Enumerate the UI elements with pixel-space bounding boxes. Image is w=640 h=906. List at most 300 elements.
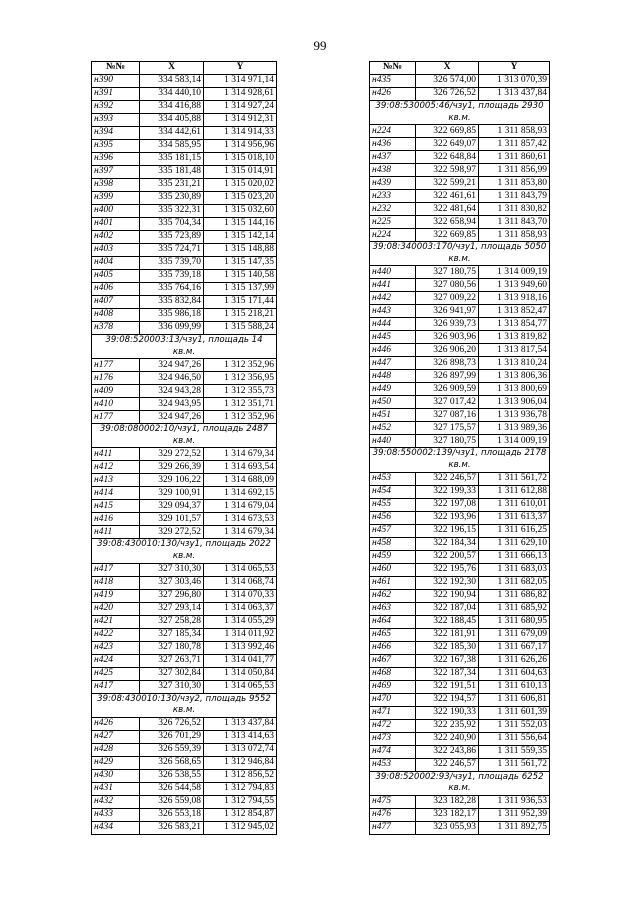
coord-y: 1 313 437,84 <box>204 717 277 730</box>
coord-y: 1 315 171,44 <box>204 296 277 309</box>
coord-y: 1 312 355,73 <box>204 385 277 398</box>
section-title-row <box>92 424 277 448</box>
table-row <box>370 318 550 331</box>
section-title-row <box>92 335 277 359</box>
coord-y: 1 312 946,84 <box>204 756 277 769</box>
point-id: н449 <box>370 383 416 396</box>
coord-y: 1 311 683,03 <box>479 563 550 576</box>
point-id: н453 <box>370 472 416 485</box>
coord-y: 1 311 561,72 <box>479 472 550 485</box>
point-id: н423 <box>92 641 140 654</box>
coord-x: 326 906,20 <box>416 344 479 357</box>
table-row <box>370 138 550 151</box>
coord-x: 322 196,15 <box>416 524 479 537</box>
coord-y: 1 314 065,53 <box>204 680 277 693</box>
point-id: н428 <box>92 743 140 756</box>
table-header-row <box>370 62 550 75</box>
coord-y: 1 315 023,20 <box>204 192 277 205</box>
coord-x: 322 243,86 <box>416 745 479 758</box>
point-id: н466 <box>370 641 416 654</box>
section-title: 39:08:430010:130/чзу2, площадь 9552 кв.м. <box>92 693 277 717</box>
point-id: н462 <box>370 589 416 602</box>
point-id: н416 <box>92 513 140 526</box>
point-id: н233 <box>370 190 416 203</box>
table-row <box>92 821 277 834</box>
coord-x: 326 726,52 <box>140 717 204 730</box>
point-id: н435 <box>370 75 416 88</box>
point-id: н460 <box>370 563 416 576</box>
point-id: н440 <box>370 266 416 279</box>
point-id: н403 <box>92 244 140 257</box>
table-row <box>370 667 550 680</box>
table-row <box>92 114 277 127</box>
coord-y: 1 313 906,04 <box>479 396 550 409</box>
header-number: №№ <box>92 62 140 75</box>
coord-y: 1 315 018,10 <box>204 153 277 166</box>
coord-x: 326 583,21 <box>140 821 204 834</box>
coord-x: 327 017,42 <box>416 396 479 409</box>
table-row <box>370 266 550 279</box>
point-id: н408 <box>92 309 140 322</box>
point-id: н455 <box>370 498 416 511</box>
header-number: №№ <box>370 62 416 75</box>
point-id: н417 <box>92 563 140 576</box>
table-row <box>92 628 277 641</box>
coord-y: 1 311 860,61 <box>479 151 550 164</box>
point-id: н463 <box>370 602 416 615</box>
coord-x: 335 231,21 <box>140 179 204 192</box>
coord-y: 1 314 928,61 <box>204 88 277 101</box>
point-id: н470 <box>370 693 416 706</box>
coord-x: 326 574,00 <box>416 75 479 88</box>
coord-x: 326 559,39 <box>140 743 204 756</box>
table-row <box>370 88 550 101</box>
coord-x: 334 585,95 <box>140 140 204 153</box>
point-id: н411 <box>92 526 140 539</box>
coord-y: 1 312 352,96 <box>204 411 277 424</box>
coord-y: 1 314 927,24 <box>204 101 277 114</box>
coord-x: 322 194,57 <box>416 693 479 706</box>
section-title: 39:08:340003:170/чзу1, площадь 5050 кв.м. <box>370 242 550 266</box>
coord-y: 1 313 817,54 <box>479 344 550 357</box>
coord-y: 1 314 679,34 <box>204 448 277 461</box>
point-id: н438 <box>370 164 416 177</box>
coord-y: 1 315 144,16 <box>204 218 277 231</box>
point-id: н471 <box>370 706 416 719</box>
coord-x: 322 185,30 <box>416 641 479 654</box>
coord-y: 1 315 142,14 <box>204 231 277 244</box>
point-id: н427 <box>92 730 140 743</box>
coord-y: 1 315 020,02 <box>204 179 277 192</box>
point-id: н440 <box>370 435 416 448</box>
point-id: н392 <box>92 101 140 114</box>
point-id: н398 <box>92 179 140 192</box>
point-id: н456 <box>370 511 416 524</box>
coord-y: 1 313 949,60 <box>479 279 550 292</box>
point-id: н417 <box>92 680 140 693</box>
coord-x: 326 726,52 <box>416 88 479 101</box>
coord-x: 322 167,38 <box>416 654 479 667</box>
coord-x: 326 898,73 <box>416 357 479 370</box>
table-row <box>370 370 550 383</box>
coord-x: 335 704,34 <box>140 218 204 231</box>
coord-x: 322 197,08 <box>416 498 479 511</box>
point-id: н433 <box>92 808 140 821</box>
coord-x: 322 598,97 <box>416 164 479 177</box>
coord-y: 1 314 050,84 <box>204 667 277 680</box>
table-row <box>370 693 550 706</box>
table-row <box>92 127 277 140</box>
point-id: н415 <box>92 500 140 513</box>
point-id: н475 <box>370 795 416 808</box>
coord-y: 1 314 692,15 <box>204 487 277 500</box>
coord-x: 326 568,65 <box>140 756 204 769</box>
coord-y: 1 314 688,09 <box>204 474 277 487</box>
table-row <box>370 229 550 242</box>
coord-x: 322 184,34 <box>416 537 479 550</box>
point-id: н426 <box>370 88 416 101</box>
table-row <box>92 782 277 795</box>
coord-x: 327 087,16 <box>416 409 479 422</box>
table-row <box>92 140 277 153</box>
table-row <box>370 292 550 305</box>
table-row <box>92 88 277 101</box>
table-row <box>370 151 550 164</box>
table-row <box>370 589 550 602</box>
coord-y: 1 313 918,16 <box>479 292 550 305</box>
point-id: н432 <box>92 795 140 808</box>
point-id: н442 <box>370 292 416 305</box>
coord-y: 1 313 992,46 <box>204 641 277 654</box>
table-row <box>370 719 550 732</box>
point-id: н443 <box>370 305 416 318</box>
coord-x: 335 739,18 <box>140 270 204 283</box>
coord-x: 322 240,90 <box>416 732 479 745</box>
coord-x: 326 939,73 <box>416 318 479 331</box>
coord-x: 322 649,07 <box>416 138 479 151</box>
point-id: н437 <box>370 151 416 164</box>
table-row <box>92 192 277 205</box>
coordinates-table-left <box>91 61 277 835</box>
point-id: н410 <box>92 398 140 411</box>
coord-x: 335 764,16 <box>140 283 204 296</box>
table-row <box>370 628 550 641</box>
coord-y: 1 314 065,53 <box>204 563 277 576</box>
table-row <box>370 550 550 563</box>
point-id: н474 <box>370 745 416 758</box>
coord-x: 322 181,91 <box>416 628 479 641</box>
coord-x: 322 190,33 <box>416 706 479 719</box>
point-id: н412 <box>92 461 140 474</box>
table-row <box>370 305 550 318</box>
coord-x: 322 192,30 <box>416 576 479 589</box>
coord-x: 327 258,28 <box>140 615 204 628</box>
coord-x: 327 080,56 <box>416 279 479 292</box>
point-id: н450 <box>370 396 416 409</box>
table-row <box>92 309 277 322</box>
coord-x: 322 481,64 <box>416 203 479 216</box>
table-row <box>92 795 277 808</box>
table-row <box>370 537 550 550</box>
table-row <box>370 563 550 576</box>
point-id: н402 <box>92 231 140 244</box>
coord-x: 329 272,52 <box>140 448 204 461</box>
coord-y: 1 311 857,42 <box>479 138 550 151</box>
table-row <box>92 322 277 335</box>
coord-y: 1 315 147,35 <box>204 257 277 270</box>
coord-x: 322 246,57 <box>416 758 479 771</box>
section-title-row <box>92 539 277 563</box>
coord-y: 1 311 610,13 <box>479 680 550 693</box>
coord-y: 1 311 556,64 <box>479 732 550 745</box>
point-id: н431 <box>92 782 140 795</box>
point-id: н465 <box>370 628 416 641</box>
coord-y: 1 314 055,29 <box>204 615 277 628</box>
coord-y: 1 313 810,24 <box>479 357 550 370</box>
coord-y: 1 311 952,39 <box>479 808 550 821</box>
coord-x: 323 055,93 <box>416 821 479 834</box>
coord-x: 326 553,18 <box>140 808 204 821</box>
coord-x: 327 302,84 <box>140 667 204 680</box>
point-id: н469 <box>370 680 416 693</box>
point-id: н413 <box>92 474 140 487</box>
table-row <box>92 372 277 385</box>
table-row <box>92 385 277 398</box>
coord-x: 329 266,39 <box>140 461 204 474</box>
coord-y: 1 313 806,36 <box>479 370 550 383</box>
table-row <box>370 732 550 745</box>
table-row <box>92 218 277 231</box>
coord-y: 1 314 693,54 <box>204 461 277 474</box>
coord-y: 1 312 352,96 <box>204 359 277 372</box>
table-row <box>370 524 550 537</box>
point-id: н459 <box>370 550 416 563</box>
table-row <box>370 615 550 628</box>
coord-x: 335 230,89 <box>140 192 204 205</box>
point-id: н176 <box>92 372 140 385</box>
coord-x: 335 739,70 <box>140 257 204 270</box>
coord-y: 1 311 679,09 <box>479 628 550 641</box>
coord-y: 1 311 601,39 <box>479 706 550 719</box>
coord-y: 1 311 858,93 <box>479 229 550 242</box>
coord-x: 335 724,71 <box>140 244 204 257</box>
coord-x: 327 185,34 <box>140 628 204 641</box>
coord-y: 1 314 956,96 <box>204 140 277 153</box>
table-row <box>92 808 277 821</box>
point-id: н447 <box>370 357 416 370</box>
coord-x: 329 100,91 <box>140 487 204 500</box>
coord-x: 334 583,14 <box>140 75 204 88</box>
point-id: н418 <box>92 576 140 589</box>
table-row <box>370 472 550 485</box>
header-y: Y <box>479 62 550 75</box>
point-id: н424 <box>92 654 140 667</box>
section-title-row <box>370 771 550 795</box>
coord-y: 1 311 856,99 <box>479 164 550 177</box>
coord-x: 329 094,37 <box>140 500 204 513</box>
point-id: н400 <box>92 205 140 218</box>
coord-y: 1 315 137,99 <box>204 283 277 296</box>
table-row <box>92 563 277 576</box>
coord-x: 324 943,95 <box>140 398 204 411</box>
coord-x: 324 947,26 <box>140 359 204 372</box>
table-row <box>92 474 277 487</box>
coord-x: 326 538,55 <box>140 769 204 782</box>
point-id: н232 <box>370 203 416 216</box>
coord-x: 324 943,28 <box>140 385 204 398</box>
coord-x: 324 946,50 <box>140 372 204 385</box>
point-id: н407 <box>92 296 140 309</box>
coord-x: 327 180,75 <box>416 435 479 448</box>
point-id: н224 <box>370 125 416 138</box>
table-row <box>370 396 550 409</box>
table-row <box>92 296 277 309</box>
table-row <box>370 216 550 229</box>
coord-x: 329 272,52 <box>140 526 204 539</box>
table-row <box>370 75 550 88</box>
coord-x: 327 175,57 <box>416 422 479 435</box>
coord-y: 1 313 819,82 <box>479 331 550 344</box>
point-id: н441 <box>370 279 416 292</box>
coord-y: 1 313 989,36 <box>479 422 550 435</box>
table-row <box>370 357 550 370</box>
table-row <box>370 680 550 693</box>
section-title: 39:08:530005:46/чзу1, площадь 2930 кв.м. <box>370 101 550 125</box>
point-id: н393 <box>92 114 140 127</box>
point-id: н378 <box>92 322 140 335</box>
coord-x: 327 310,30 <box>140 680 204 693</box>
point-id: н445 <box>370 331 416 344</box>
point-id: н454 <box>370 485 416 498</box>
coord-x: 335 986,18 <box>140 309 204 322</box>
coord-y: 1 311 561,72 <box>479 758 550 771</box>
coord-y: 1 311 858,93 <box>479 125 550 138</box>
coord-x: 334 405,88 <box>140 114 204 127</box>
coord-x: 322 195,76 <box>416 563 479 576</box>
coord-x: 326 897,99 <box>416 370 479 383</box>
coord-x: 329 106,22 <box>140 474 204 487</box>
point-id: н477 <box>370 821 416 834</box>
coord-x: 322 188,45 <box>416 615 479 628</box>
point-id: н439 <box>370 177 416 190</box>
coord-y: 1 312 854,87 <box>204 808 277 821</box>
table-row <box>370 125 550 138</box>
coord-x: 327 263,71 <box>140 654 204 667</box>
coord-y: 1 314 041,77 <box>204 654 277 667</box>
coord-x: 322 599,21 <box>416 177 479 190</box>
table-row <box>370 279 550 292</box>
coord-y: 1 311 680,95 <box>479 615 550 628</box>
coord-x: 322 461,61 <box>416 190 479 203</box>
table-row <box>370 422 550 435</box>
coord-x: 334 440,10 <box>140 88 204 101</box>
coord-y: 1 311 830,82 <box>479 203 550 216</box>
coord-x: 327 180,78 <box>140 641 204 654</box>
coord-y: 1 314 011,92 <box>204 628 277 641</box>
point-id: н404 <box>92 257 140 270</box>
coord-x: 334 442,61 <box>140 127 204 140</box>
header-y: Y <box>204 62 277 75</box>
point-id: н451 <box>370 409 416 422</box>
point-id: н426 <box>92 717 140 730</box>
coord-y: 1 315 032,60 <box>204 205 277 218</box>
coord-x: 322 199,33 <box>416 485 479 498</box>
point-id: н397 <box>92 166 140 179</box>
coord-x: 322 187,04 <box>416 602 479 615</box>
coord-x: 322 669,85 <box>416 229 479 242</box>
coord-x: 326 544,58 <box>140 782 204 795</box>
table-row <box>370 641 550 654</box>
point-id: н476 <box>370 808 416 821</box>
point-id: н420 <box>92 602 140 615</box>
coord-y: 1 313 072,74 <box>204 743 277 756</box>
table-row <box>370 745 550 758</box>
coord-x: 326 559,08 <box>140 795 204 808</box>
point-id: н429 <box>92 756 140 769</box>
table-row <box>370 203 550 216</box>
coord-y: 1 314 912,31 <box>204 114 277 127</box>
coordinates-table-right <box>369 61 550 835</box>
coord-x: 322 648,84 <box>416 151 479 164</box>
table-row <box>92 75 277 88</box>
point-id: н224 <box>370 229 416 242</box>
point-id: н461 <box>370 576 416 589</box>
coord-y: 1 311 610,01 <box>479 498 550 511</box>
point-id: н468 <box>370 667 416 680</box>
table-row <box>92 576 277 589</box>
coord-x: 323 182,28 <box>416 795 479 808</box>
table-row <box>92 680 277 693</box>
table-row <box>92 769 277 782</box>
point-id: н414 <box>92 487 140 500</box>
table-row <box>92 231 277 244</box>
table-row <box>92 205 277 218</box>
table-row <box>370 576 550 589</box>
coord-x: 322 200,57 <box>416 550 479 563</box>
point-id: н396 <box>92 153 140 166</box>
point-id: н409 <box>92 385 140 398</box>
point-id: н453 <box>370 758 416 771</box>
table-row <box>370 383 550 396</box>
coord-y: 1 314 068,74 <box>204 576 277 589</box>
coord-y: 1 311 552,03 <box>479 719 550 732</box>
table-row <box>370 821 550 834</box>
coord-y: 1 311 604,63 <box>479 667 550 680</box>
section-title-row <box>370 101 550 125</box>
table-row <box>370 498 550 511</box>
coord-y: 1 313 936,78 <box>479 409 550 422</box>
coord-y: 1 311 629,10 <box>479 537 550 550</box>
point-id: н395 <box>92 140 140 153</box>
table-row <box>92 179 277 192</box>
coord-y: 1 312 351,71 <box>204 398 277 411</box>
coord-y: 1 315 148,88 <box>204 244 277 257</box>
coord-y: 1 312 794,55 <box>204 795 277 808</box>
page-number: 99 <box>313 38 327 53</box>
table-row <box>92 283 277 296</box>
coord-x: 327 296,80 <box>140 589 204 602</box>
coord-y: 1 314 070,33 <box>204 589 277 602</box>
point-id: н225 <box>370 216 416 229</box>
coord-y: 1 314 971,14 <box>204 75 277 88</box>
section-title-row <box>92 693 277 717</box>
table-row <box>370 409 550 422</box>
table-row <box>92 654 277 667</box>
table-row <box>92 448 277 461</box>
coord-y: 1 311 667,17 <box>479 641 550 654</box>
coord-x: 322 235,92 <box>416 719 479 732</box>
point-id: н421 <box>92 615 140 628</box>
